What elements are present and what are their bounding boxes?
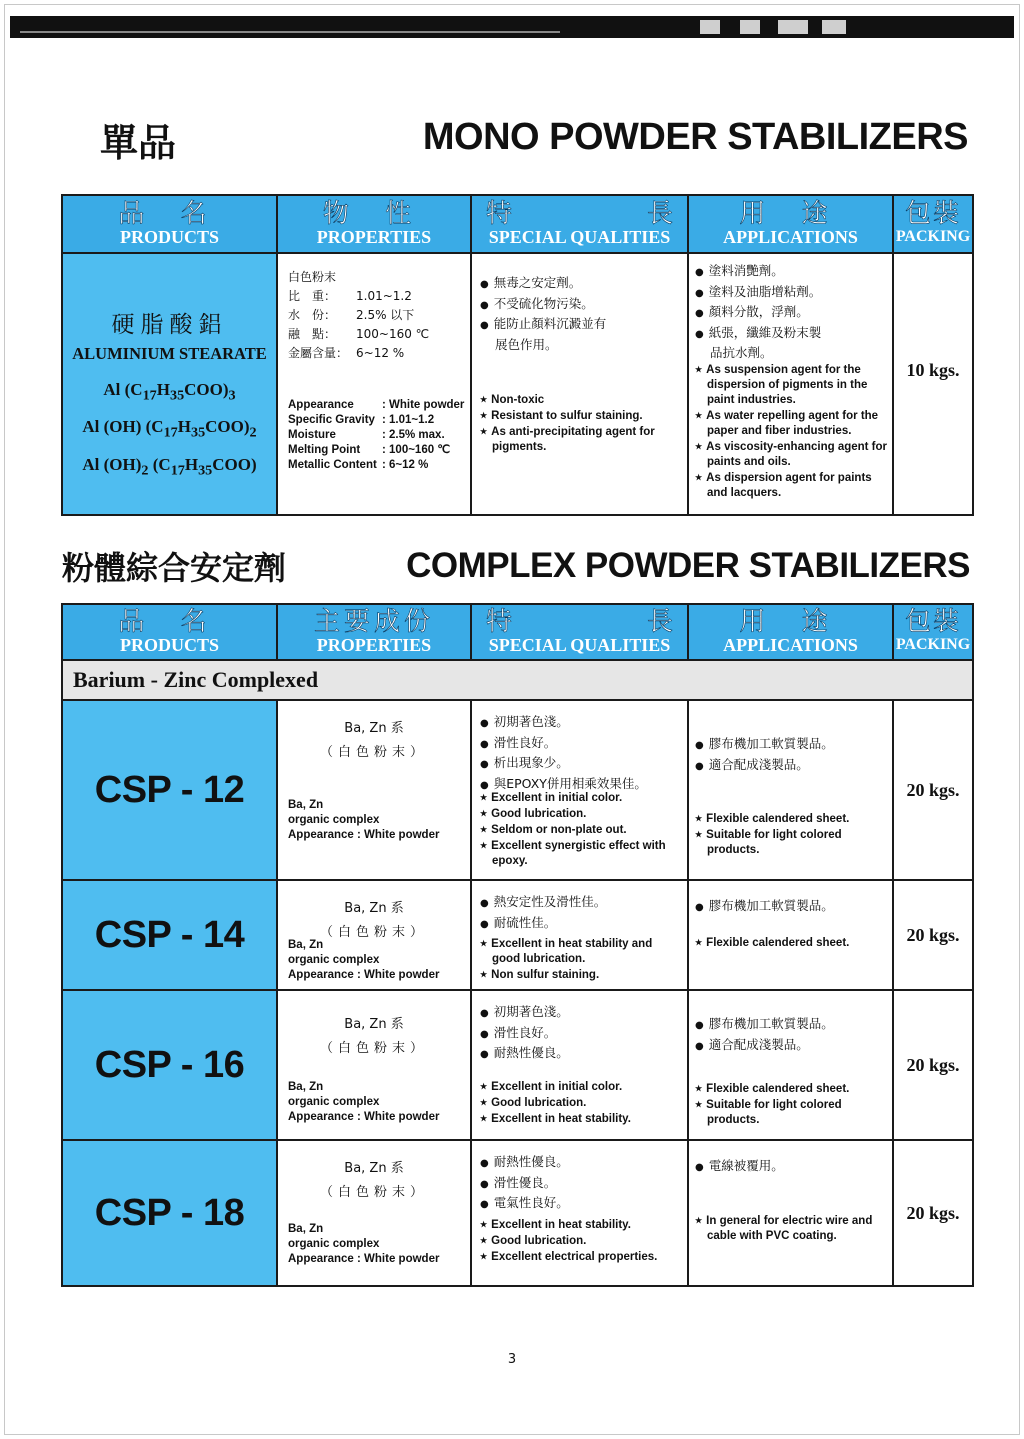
mono-prop-en-row: Metallic Content : 6~12 %	[288, 459, 429, 471]
composition-en-line: organic complex	[288, 1096, 380, 1108]
application-zh-item: ● 塗料及油脂增粘劑。	[695, 283, 821, 304]
composition-zh: Ba, Zn 系	[344, 1161, 404, 1176]
applications-en	[695, 1081, 888, 1128]
applications-cell	[688, 990, 893, 1140]
complex-title-zh: 粉體綜合安定劑	[62, 549, 287, 587]
qualities-en	[480, 1079, 683, 1127]
quality-en-item: ★ Excellent in heat stability.	[480, 1111, 683, 1127]
composition-en-line: Appearance : White powder	[288, 1111, 440, 1123]
application-zh-item: ● 適合配成淺製品。	[695, 1036, 834, 1057]
quality-en-item: ★ Good lubrication.	[480, 806, 683, 822]
composition-en	[288, 1080, 439, 1125]
applications-cell	[688, 880, 893, 990]
packing-value: 20 kgs.	[906, 924, 960, 945]
applications-zh	[695, 735, 834, 776]
header-special-qualities: 特 長 SPECIAL QUALITIES	[471, 604, 688, 660]
mono-props-zh: 白色粉末 比 重： 1.01~1.2 水 份： 2.5% 以下 融 點： 100~160 ℃ 金屬含量： 6~12 %	[288, 268, 429, 363]
application-en-item: ★ As water repelling agent for the paper and fiber industries.	[695, 408, 888, 439]
composition-zh-appearance: （白色粉末）	[319, 1185, 428, 1200]
quality-en-item: ★ Good lubrication.	[480, 1233, 683, 1249]
application-zh-item: ● 紙張，纖維及粉末製	[695, 324, 821, 345]
complex-title-en: COMPLEX POWDER STABILIZERS	[406, 546, 970, 585]
composition-en-line: Ba, Zn	[288, 1081, 324, 1093]
applications-zh	[695, 1015, 834, 1056]
application-en-item: ★ In general for electric wire and cable with PVC coating.	[695, 1213, 888, 1244]
composition-zh: Ba, Zn 系	[344, 721, 404, 736]
mono-table	[61, 194, 974, 516]
product-name-cell	[62, 700, 277, 880]
product-name: CSP - 16	[94, 1043, 245, 1086]
product-name-cell	[62, 880, 277, 990]
application-en-item: ★ Suitable for light colored products.	[695, 827, 888, 858]
qualities-cell	[471, 880, 688, 990]
formula-2: Al (OH) $(C_{17}H_{35}COO)_2$	[82, 417, 257, 441]
quality-zh-item: 展色作用。	[495, 336, 558, 352]
mono-packing-cell	[893, 253, 973, 515]
application-zh-item: ● 膠布機加工軟質製品。	[695, 1015, 834, 1036]
composition-cell	[277, 1140, 471, 1286]
composition-cell	[277, 880, 471, 990]
quality-zh-item: ● 初期著色淺。	[480, 713, 647, 734]
composition-zh-appearance: （白色粉末）	[319, 1041, 428, 1056]
quality-zh-item: ● 初期著色淺。	[480, 1003, 569, 1024]
mono-prop-zh-row: 金屬含量： 6~12 %	[288, 346, 405, 360]
composition-en-line: Ba, Zn	[288, 799, 324, 811]
mono-prop-zh-row: 比 重： 1.01~1.2	[288, 289, 412, 303]
application-en-item: ★ As dispersion agent for paints and lacquers.	[695, 470, 888, 501]
quality-en-item: ★ Resistant to sulfur staining.	[480, 408, 681, 424]
packing-cell	[893, 700, 973, 880]
packing-value: 20 kgs.	[906, 779, 960, 800]
mono-applications-cell	[688, 253, 893, 515]
packing-value: 20 kgs.	[906, 1202, 960, 1223]
application-zh-item: 品抗水劑。	[710, 345, 773, 360]
qualities-zh	[480, 1003, 569, 1065]
quality-en-item: ★ Excellent electrical properties.	[480, 1249, 683, 1265]
formula-1: Al $(C_{17}H_{35}COO)_3$	[103, 380, 236, 404]
page-number: 3	[507, 1352, 517, 1367]
quality-en-item: ★ Excellent in initial color.	[480, 1079, 683, 1095]
mono-prop-en-row: Appearance : White powder	[288, 399, 465, 411]
mono-prop-zh-row: 融 點： 100~160 ℃	[288, 327, 430, 341]
quality-zh-item: ● 無毒之安定劑。	[480, 274, 606, 295]
header-products: 品 名 PRODUCTS	[62, 604, 277, 660]
quality-en-item: ★ Excellent synergistic effect with epoxy.	[480, 838, 683, 869]
mono-formulas	[63, 374, 276, 486]
mono-name-zh: 硬脂酸鋁	[111, 312, 228, 338]
quality-zh-item: ● 耐硫性佳。	[480, 914, 606, 935]
header-properties: 物 性 PROPERTIES	[277, 195, 471, 253]
applications-zh	[695, 1157, 784, 1178]
application-en-item: ★ Flexible calendered sheet.	[695, 811, 888, 827]
quality-en-item: ★ Non-toxic	[480, 392, 681, 408]
composition-en	[288, 798, 439, 843]
product-name: CSP - 18	[94, 1191, 245, 1234]
composition-zh: Ba, Zn 系	[344, 1017, 404, 1032]
qualities-en	[480, 790, 683, 869]
quality-zh-item: ● 不受硫化物污染。	[480, 295, 606, 316]
mono-props-en	[288, 398, 464, 473]
applications-en	[695, 1213, 888, 1244]
product-row	[62, 1140, 973, 1286]
composition-en-line: Ba, Zn	[288, 939, 324, 951]
application-en-item: ★ Suitable for light colored products.	[695, 1097, 888, 1128]
mono-qualities-cell	[471, 253, 688, 515]
quality-zh-item: ● 電氣性良好。	[480, 1194, 569, 1215]
packing-value: 20 kgs.	[906, 1054, 960, 1075]
product-name: CSP - 12	[94, 768, 245, 811]
application-en-item: ★ As suspension agent for the dispersion of pigments in the paint industries.	[695, 362, 888, 408]
packing-cell	[893, 880, 973, 990]
mono-prop-en-row: Specific Gravity : 1.01~1.2	[288, 414, 435, 426]
qualities-zh	[480, 893, 606, 934]
quality-en-item: ★ As anti-precipitating agent for pigments.	[480, 424, 681, 455]
applications-en	[695, 935, 888, 951]
applications-en	[695, 811, 888, 858]
group-label: Barium - Zinc Complexed	[73, 667, 319, 692]
mono-name-en: ALUMINIUM STEARATE	[72, 344, 267, 363]
composition-en-line: organic complex	[288, 814, 380, 826]
application-zh-item: ● 膠布機加工軟質製品。	[695, 897, 834, 918]
mono-packing: 10 kgs.	[906, 360, 960, 380]
quality-zh-item: ● 滑性良好。	[480, 1024, 569, 1045]
header-applications: 用 途 APPLICATIONS	[688, 195, 893, 253]
quality-zh-item: ● 能防止顏料沉澱並有	[480, 315, 606, 336]
qualities-en	[480, 1217, 683, 1265]
quality-zh-item: ● 熱安定性及滑性佳。	[480, 893, 606, 914]
product-name-cell	[62, 1140, 277, 1286]
composition-zh-appearance: （白色粉末）	[319, 745, 428, 760]
mono-title-en: MONO POWDER STABILIZERS	[422, 116, 968, 158]
application-zh-item: ● 膠布機加工軟質製品。	[695, 735, 834, 756]
quality-en-item: ★ Excellent in heat stability.	[480, 1217, 683, 1233]
header-products: 品 名 PRODUCTS	[62, 195, 277, 253]
top-decorative-bar	[10, 16, 1014, 38]
quality-en-item: ★ Excellent in initial color.	[480, 790, 683, 806]
composition-en-line: Appearance : White powder	[288, 829, 440, 841]
composition-en-line: Appearance : White powder	[288, 1253, 440, 1265]
quality-zh-item: ● 滑性優良。	[480, 1174, 569, 1195]
mono-prop-en-row: Melting Point : 100~160 ℃	[288, 444, 451, 456]
composition-cell	[277, 990, 471, 1140]
composition-en-line: Ba, Zn	[288, 1223, 324, 1235]
composition-zh: Ba, Zn 系	[344, 901, 404, 916]
mono-properties-cell	[277, 253, 471, 515]
group-label-row	[62, 660, 973, 700]
quality-zh-item: ● 滑性良好。	[480, 734, 647, 755]
qualities-cell	[471, 700, 688, 880]
mono-prop-zh-row: 水 份： 2.5% 以下	[288, 308, 415, 322]
application-zh-item: ● 電線被覆用。	[695, 1157, 784, 1178]
application-en-item: ★ Flexible calendered sheet.	[695, 1081, 888, 1097]
header-main-ingredients: 主要成份 PROPERTIES	[277, 604, 471, 660]
composition-en	[288, 1222, 439, 1267]
mono-product-cell	[62, 253, 277, 515]
mono-qualities-zh	[480, 274, 606, 356]
qualities-cell	[471, 990, 688, 1140]
application-zh-item: ● 顏料分散，浮劑。	[695, 303, 821, 324]
complex-table	[61, 603, 974, 1287]
product-name-cell	[62, 990, 277, 1140]
quality-zh-item: ● 與EPOXY併用相乘效果佳。	[480, 775, 647, 796]
qualities-zh	[480, 1153, 569, 1215]
quality-en-item: ★ Good lubrication.	[480, 1095, 683, 1111]
qualities-zh	[480, 713, 647, 795]
composition-en-line: organic complex	[288, 954, 380, 966]
composition-cell	[277, 700, 471, 880]
application-en-item: ★ As viscosity-enhancing agent for paints and oils.	[695, 439, 888, 470]
packing-cell	[893, 990, 973, 1140]
product-row	[62, 700, 973, 880]
applications-cell	[688, 1140, 893, 1286]
quality-en-item: ★ Non sulfur staining.	[480, 967, 683, 983]
formula-3: Al $(OH)_2$ $(C_{17}H_{35}COO)$	[82, 454, 257, 479]
quality-zh-item: ● 析出現象少。	[480, 754, 647, 775]
applications-zh	[695, 897, 834, 918]
qualities-en	[480, 936, 683, 983]
application-zh-item: ● 塗料消艷劑。	[695, 262, 821, 283]
quality-en-item: ★ Seldom or non-plate out.	[480, 822, 683, 838]
header-special-qualities: 特 長 SPECIAL QUALITIES	[471, 195, 688, 253]
packing-cell	[893, 1140, 973, 1286]
product-row	[62, 880, 973, 990]
mono-qualities-en	[480, 392, 681, 455]
mono-prop-en-row: Moisture : 2.5% max.	[288, 429, 445, 441]
composition-zh-appearance: （白色粉末）	[319, 925, 428, 940]
qualities-cell	[471, 1140, 688, 1286]
mono-applications-en	[695, 362, 888, 501]
quality-zh-item: ● 耐熱性優良。	[480, 1044, 569, 1065]
applications-cell	[688, 700, 893, 880]
application-zh-item: ● 適合配成淺製品。	[695, 756, 834, 777]
composition-en-line: organic complex	[288, 1238, 380, 1250]
header-packing: 包裝 PACKING	[893, 195, 973, 253]
product-row	[62, 990, 973, 1140]
composition-en-line: Appearance : White powder	[288, 969, 440, 981]
header-packing: 包裝 PACKING	[893, 604, 973, 660]
header-applications: 用 途 APPLICATIONS	[688, 604, 893, 660]
mono-title-zh: 單品	[100, 121, 177, 165]
application-en-item: ★ Flexible calendered sheet.	[695, 935, 888, 951]
composition-en	[288, 938, 439, 983]
quality-zh-item: ● 耐熱性優良。	[480, 1153, 569, 1174]
product-name: CSP - 14	[94, 913, 245, 956]
quality-en-item: ★ Excellent in heat stability and good lubrication.	[480, 936, 683, 967]
mono-applications-zh	[695, 262, 821, 365]
